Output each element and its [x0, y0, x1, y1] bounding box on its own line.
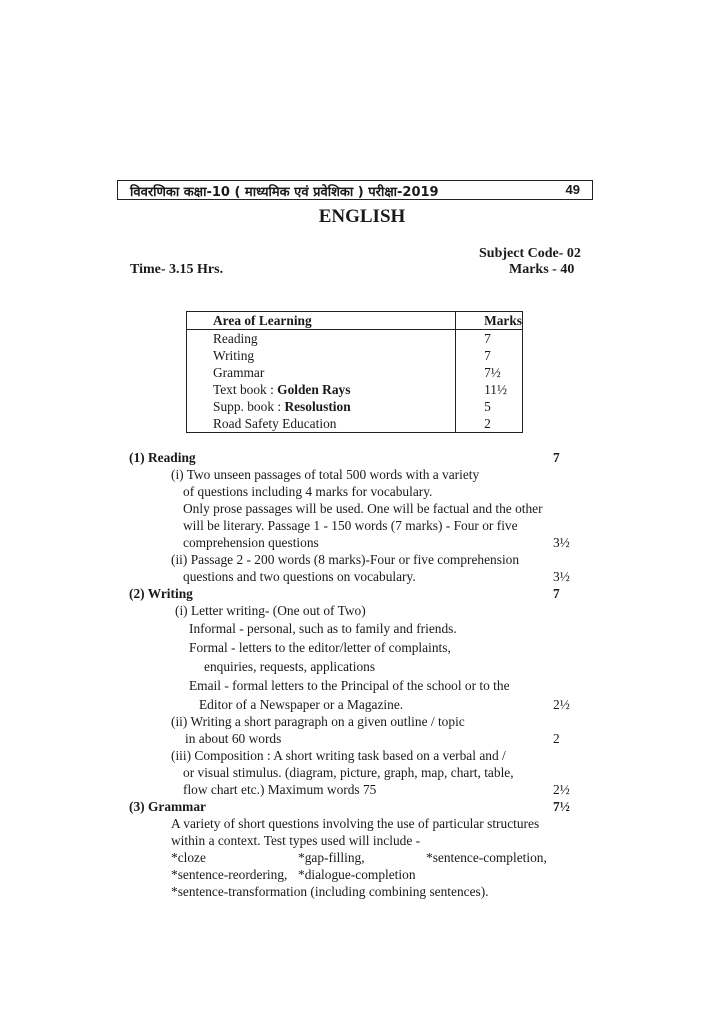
header-title: विवरणिका कक्षा-10 ( माध्यमिक एवं प्रवेशिका ) परीक्षा-2019: [130, 185, 439, 200]
writing-mark-ii: 2: [553, 731, 560, 746]
area-book-title: Resolustion: [284, 399, 351, 414]
area-book-title: Golden Rays: [277, 382, 351, 397]
area-marks: 7½: [484, 365, 501, 380]
area-marks: 2: [484, 416, 491, 431]
writing-line: flow chart etc.) Maximum words 75: [183, 782, 377, 797]
area-marks: 7: [484, 348, 491, 363]
reading-line: Only prose passages will be used. One will be factual and the other: [183, 501, 543, 516]
page-header: [117, 180, 593, 200]
reading-line: questions and two questions on vocabulary.: [183, 569, 416, 584]
page-number: 49: [565, 182, 580, 197]
reading-line: of questions including 4 marks for vocabulary.: [183, 484, 433, 499]
table-row: [187, 364, 523, 381]
section-marks-grammar: 7½: [553, 799, 570, 814]
writing-mark-iii: 2½: [553, 782, 570, 797]
area-label: Supp. book :: [213, 399, 285, 414]
area-marks: 7: [484, 331, 491, 346]
reading-mark-i: 3½: [553, 535, 570, 550]
grammar-line: A variety of short questions involving the use of particular structures: [171, 816, 540, 831]
writing-line: in about 60 words: [185, 731, 282, 746]
section-heading-reading: (1) Reading: [129, 450, 196, 465]
area-label: Text book :: [213, 382, 278, 397]
grammar-line: within a context. Test types used will include -: [171, 833, 421, 848]
time-duration: Time- 3.15 Hrs.: [130, 262, 224, 277]
grammar-type-gap-filling: *gap-filling,: [298, 850, 365, 865]
reading-mark-ii: 3½: [553, 569, 570, 584]
area-label: Reading: [213, 331, 258, 346]
reading-line: will be literary. Passage 1 - 150 words (7 marks) - Four or five: [183, 518, 518, 533]
reading-line: (ii) Passage 2 - 200 words (8 marks)-Four or five comprehension: [171, 552, 520, 567]
grammar-type-sentence-transformation: *sentence-transformation (including combining sentences).: [171, 884, 489, 899]
area-label: Grammar: [213, 365, 265, 380]
reading-line: (i) Two unseen passages of total 500 words with a variety: [171, 467, 480, 482]
total-marks: Marks - 40: [509, 262, 575, 277]
writing-line: Informal - personal, such as to family and friends.: [189, 621, 457, 636]
section-marks-writing: 7: [553, 586, 560, 601]
section-marks-reading: 7: [553, 450, 560, 465]
table-header-row: [187, 312, 523, 330]
grammar-type-cloze: *cloze: [171, 850, 206, 865]
writing-line: or visual stimulus. (diagram, picture, graph, map, chart, table,: [183, 765, 514, 780]
area-label: Writing: [213, 348, 255, 363]
area-marks: 11½: [484, 382, 507, 397]
table-row: [187, 381, 523, 398]
table-row: [187, 415, 523, 433]
column-header-marks: Marks: [456, 312, 523, 330]
table-row: [187, 330, 523, 348]
grammar-type-dialogue-completion: *dialogue-completion: [298, 867, 416, 882]
area-marks: 5: [484, 399, 491, 414]
section-heading-writing: (2) Writing: [129, 586, 193, 601]
page-title: ENGLISH: [318, 206, 406, 227]
column-header-area: Area of Learning: [187, 312, 456, 330]
grammar-type-sentence-reordering: *sentence-reordering,: [171, 867, 288, 882]
table-row: [187, 398, 523, 415]
area-label: Road Safety Education: [213, 416, 337, 431]
marks-table: [186, 311, 523, 433]
writing-line: Email - formal letters to the Principal of the school or to the: [189, 678, 510, 693]
writing-line: enquiries, requests, applications: [204, 659, 376, 674]
table-row: [187, 347, 523, 364]
writing-mark-i: 2½: [553, 697, 570, 712]
writing-line: Editor of a Newspaper or a Magazine.: [199, 697, 404, 712]
writing-line: Formal - letters to the editor/letter of complaints,: [189, 640, 451, 655]
section-heading-grammar: (3) Grammar: [129, 799, 206, 814]
grammar-type-sentence-completion: *sentence-completion,: [426, 850, 547, 865]
writing-line: (i) Letter writing- (One out of Two): [175, 603, 366, 618]
writing-line: (ii) Writing a short paragraph on a given outline / topic: [171, 714, 465, 729]
subject-code: Subject Code- 02: [479, 246, 581, 261]
reading-line: comprehension questions: [183, 535, 319, 550]
writing-line: (iii) Composition : A short writing task based on a verbal and /: [171, 748, 506, 763]
